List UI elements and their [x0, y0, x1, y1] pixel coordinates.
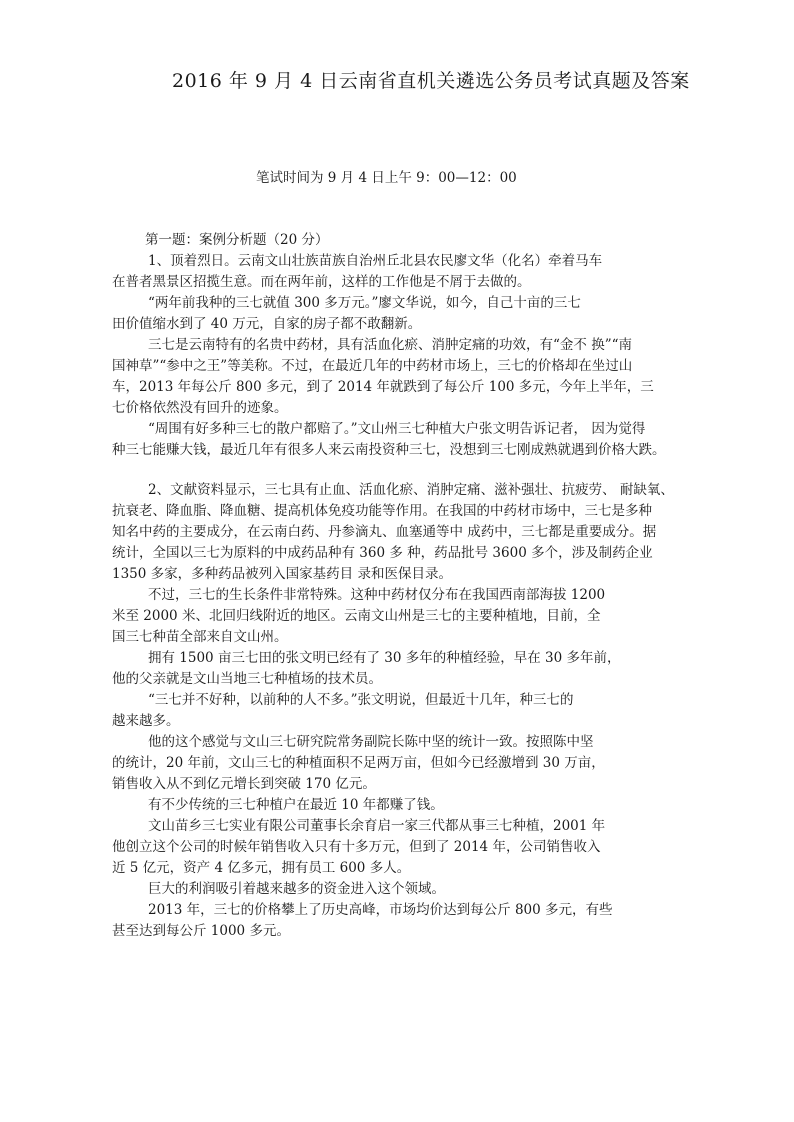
paragraph-line: 抗衰老、降血脂、降血糖、提高机体免疫功能等作用。在我国的中药材市场中，三七是多种	[112, 503, 652, 519]
paragraph-line: 统计，全国以三七为原料的中成药品种有 360 多 种，药品批号 3600 多个，涉及制药企业	[112, 545, 653, 561]
paragraph-line: 他创立这个公司的时候年销售收入只有十多万元，但到了 2014 年，公司销售收入	[112, 839, 601, 855]
paragraph-line: 越来越多。	[112, 713, 180, 729]
paragraph-line: 的统计，20 年前，文山三七的种植面积不足两万亩，但如今已经激增到 30 万亩，	[112, 755, 605, 771]
paragraph-line: 2013 年，三七的价格攀上了历史高峰，市场均价达到每公斤 800 多元，有些	[148, 902, 613, 918]
paragraph-line: “周围有好多种三七的散户都赔了。”文山州三七种植大户张文明告诉记者， 因为觉得	[148, 421, 646, 437]
paragraph-line: 近 5 亿元，资产 4 亿多元，拥有员工 600 多人。	[112, 860, 411, 876]
document-title: 2016 年 9 月 4 日云南省直机关遴选公务员考试真题及答案	[172, 70, 690, 92]
paragraph-line: 米至 2000 米、北回归线附近的地区。云南文山州是三七的主要种植地，目前，全	[112, 608, 601, 624]
paragraph-line: “两年前我种的三七就值 300 多万元。”廖文华说，如今，自己十亩的三七	[148, 295, 581, 311]
paragraph-line: 有不少传统的三七种植户在最近 10 年都赚了钱。	[148, 797, 444, 813]
paragraph-line: 车，2013 年每公斤 800 多元，到了 2014 年就跌到了每公斤 100 多元，今年上半年，三	[112, 379, 654, 395]
paragraph-line: 七价格依然没有回升的迹象。	[112, 400, 288, 416]
paragraph-line: 拥有 1500 亩三七田的张文明已经有了 30 多年的种植经验，早在 30 多年前，	[148, 650, 621, 666]
paragraph-line: 甚至达到每公斤 1000 多元。	[112, 923, 290, 939]
paragraph-line: 种三七能赚大钱，最近几年有很多人来云南投资种三七，没想到三七刚成熟就遇到价格大跌。	[112, 442, 666, 458]
paragraph-line: 国神草”“参中之王”等美称。不过，在最近几年的中药材市场上，三七的价格却在坐过山	[112, 358, 633, 374]
paragraph-line: 不过，三七的生长条件非常特殊。这种中药材仅分布在我国西南部海拔 1200	[148, 587, 606, 603]
paragraph-line: 他的这个感觉与文山三七研究院常务副院长陈中坚的统计一致。按照陈中坚	[148, 734, 594, 750]
paragraph-line: 1、顶着烈日。云南文山壮族苗族自治州丘北县农民廖文华（化名）牵着马车	[148, 253, 603, 269]
paragraph-line: “三七并不好种，以前种的人不多。”张文明说，但最近十几年，种三七的	[148, 692, 574, 708]
paragraph-line: 2、文献资料显示，三七具有止血、活血化瘀、消肿定痛、滋补强壮、抗疲劳、 耐缺氧、	[148, 482, 674, 498]
paragraph-line: 文山苗乡三七实业有限公司董事长余育启一家三代都从事三七种植，2001 年	[148, 818, 606, 834]
paragraph-line: 他的父亲就是文山当地三七种植场的技术员。	[112, 671, 382, 687]
paragraph-line: 知名中药的主要成分，在云南白药、丹参滴丸、血塞通等中 成药中，三七都是重要成分。据	[112, 524, 657, 540]
paragraph-line: 巨大的利润吸引着越来越多的资金进入这个领域。	[148, 881, 445, 897]
paragraph-line: 在普者黑景区招揽生意。而在两年前，这样的工作他是不屑于去做的。	[112, 274, 531, 290]
exam-time: 笔试时间为 9 月 4 日上午 9：00—12：00	[256, 170, 517, 186]
section-heading: 第一题：案例分析题（20 分）	[145, 232, 329, 248]
paragraph-gap	[112, 461, 702, 480]
document-body	[112, 230, 702, 942]
paragraph-line: 1350 多家，多种药品被列入国家基药目 录和医保目录。	[112, 566, 452, 582]
paragraph-line: 三七是云南特有的名贵中药材，具有活血化瘀、消肿定痛的功效，有“金不 换”“南	[148, 337, 632, 353]
paragraph-line: 国三七种苗全部来自文山州。	[112, 629, 288, 645]
paragraph-line: 田价值缩水到了 40 万元，自家的房子都不敢翻新。	[112, 316, 422, 332]
paragraph-line: 销售收入从不到亿元增长到突破 170 亿元。	[112, 776, 376, 792]
